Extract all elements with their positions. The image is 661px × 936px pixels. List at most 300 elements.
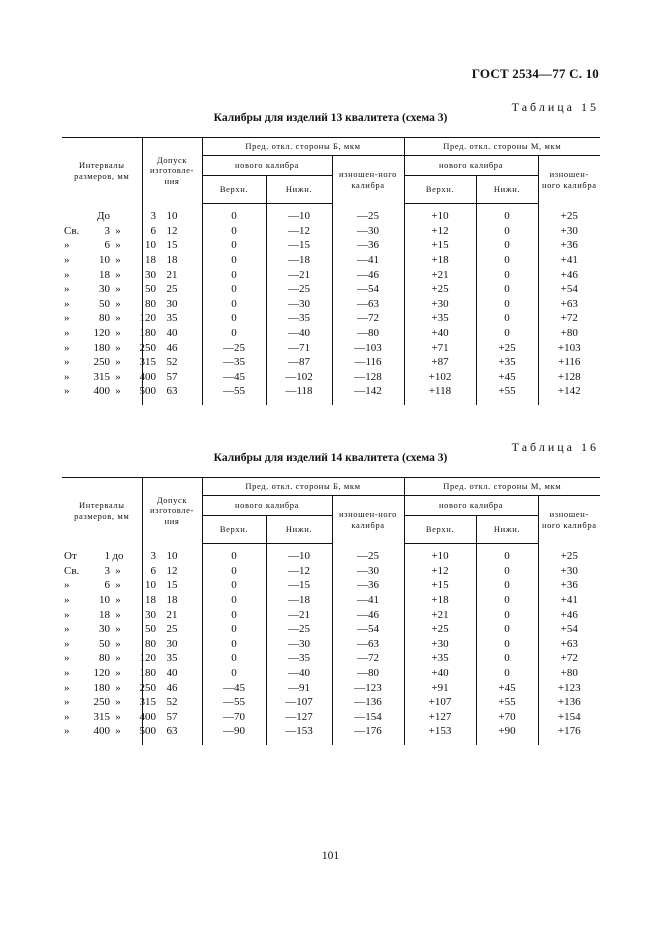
b-worn-cell: —123 (332, 680, 404, 695)
tolerance-cell: 25 (142, 622, 202, 637)
interval-cell (62, 695, 156, 710)
tolerance-cell: 57 (142, 370, 202, 385)
interval-part: 30 (145, 608, 156, 621)
m-upper-cell: +102 (404, 370, 476, 385)
interval-cell (62, 544, 156, 564)
b-upper-cell: 0 (202, 282, 266, 297)
table-body (62, 544, 600, 745)
b-lower-cell: —15 (266, 578, 332, 593)
interval-part: 80 (99, 312, 110, 325)
interval-part: Св. (64, 224, 80, 237)
interval-part: До (96, 210, 110, 223)
gauge-table (62, 477, 600, 745)
interval-part: » (64, 385, 70, 398)
tolerance-cell: 18 (142, 593, 202, 608)
b-lower-cell: —10 (266, 544, 332, 564)
m-worn-cell: +63 (538, 297, 600, 312)
table-number: Таблица 16 (511, 440, 599, 454)
b-worn-cell: —176 (332, 724, 404, 745)
b-lower-cell: —12 (266, 564, 332, 579)
interval-part: 6 (150, 224, 156, 237)
b-worn-cell: —63 (332, 637, 404, 652)
interval-part: 180 (139, 327, 156, 340)
interval-part: 10 (145, 239, 156, 252)
interval-part: » (115, 312, 121, 325)
b-upper-cell: —55 (202, 384, 266, 405)
tolerance-cell: 21 (142, 267, 202, 282)
tolerance-cell: 35 (142, 651, 202, 666)
header-side-b: Пред. откл. стороны Б, мкм (202, 138, 404, 156)
header-upper-m: Верхн. (404, 176, 476, 204)
b-lower-cell: —91 (266, 680, 332, 695)
interval-part: 250 (93, 696, 110, 709)
interval-part: » (115, 370, 121, 383)
b-upper-cell: 0 (202, 593, 266, 608)
interval-part: 250 (139, 341, 156, 354)
interval-part: 18 (99, 268, 110, 281)
m-lower-cell: 0 (476, 593, 538, 608)
interval-part: 80 (145, 297, 156, 310)
table-title: Калибры для изделий 14 квалитета (схема 3) (213, 452, 448, 464)
tolerance-cell: 15 (142, 578, 202, 593)
m-worn-cell: +128 (538, 370, 600, 385)
interval-part: 400 (93, 725, 110, 738)
table-row (62, 267, 600, 282)
header-side-b: Пред. откл. стороны Б, мкм (202, 478, 404, 496)
m-upper-cell: +107 (404, 695, 476, 710)
b-upper-cell: —45 (202, 680, 266, 695)
interval-part: 50 (145, 283, 156, 296)
interval-part: 50 (99, 637, 110, 650)
header-interval: Интервалы размеров, мм (62, 478, 142, 544)
m-lower-cell: +45 (476, 680, 538, 695)
interval-part: » (115, 608, 121, 621)
b-lower-cell: —127 (266, 710, 332, 725)
m-lower-cell: +45 (476, 370, 538, 385)
interval-part: 315 (93, 370, 110, 383)
m-lower-cell: 0 (476, 311, 538, 326)
interval-cell (62, 622, 156, 637)
interval-part: 400 (93, 385, 110, 398)
header-tolerance: Допуск изготовле-ния (142, 478, 202, 544)
tolerance-cell: 15 (142, 238, 202, 253)
interval-part: » (64, 239, 70, 252)
b-lower-cell: —118 (266, 384, 332, 405)
m-lower-cell: 0 (476, 267, 538, 282)
b-lower-cell: —153 (266, 724, 332, 745)
b-worn-cell: —63 (332, 297, 404, 312)
b-lower-cell: —87 (266, 355, 332, 370)
interval-part: » (115, 681, 121, 694)
interval-cell (62, 224, 156, 239)
interval-part: 120 (93, 327, 110, 340)
interval-part: » (64, 594, 70, 607)
table-row (62, 311, 600, 326)
m-lower-cell: 0 (476, 564, 538, 579)
table-row (62, 340, 600, 355)
interval-part: 500 (139, 725, 156, 738)
interval-part: » (64, 297, 70, 310)
m-worn-cell: +154 (538, 710, 600, 725)
b-lower-cell: —21 (266, 607, 332, 622)
b-lower-cell: —21 (266, 267, 332, 282)
m-upper-cell: +15 (404, 578, 476, 593)
m-worn-cell: +176 (538, 724, 600, 745)
m-worn-cell: +25 (538, 544, 600, 564)
m-lower-cell: 0 (476, 651, 538, 666)
b-lower-cell: —12 (266, 224, 332, 239)
interval-part: 6 (104, 239, 110, 252)
m-worn-cell: +123 (538, 680, 600, 695)
interval-part: 120 (139, 652, 156, 665)
interval-part: 6 (150, 564, 156, 577)
m-worn-cell: +80 (538, 326, 600, 341)
m-upper-cell: +18 (404, 253, 476, 268)
b-worn-cell: —80 (332, 326, 404, 341)
interval-cell (62, 724, 156, 745)
tolerance-cell: 63 (142, 384, 202, 405)
m-lower-cell: 0 (476, 326, 538, 341)
interval-part: 180 (139, 667, 156, 680)
table-row (62, 224, 600, 239)
m-lower-cell: +55 (476, 384, 538, 405)
b-upper-cell: 0 (202, 607, 266, 622)
interval-part: » (64, 667, 70, 680)
b-upper-cell: —35 (202, 355, 266, 370)
interval-part: » (64, 710, 70, 723)
m-upper-cell: +40 (404, 326, 476, 341)
b-worn-cell: —142 (332, 384, 404, 405)
table-row (62, 253, 600, 268)
header-new-gauge-b: нового калибра (202, 156, 332, 176)
tolerance-cell: 63 (142, 724, 202, 745)
m-lower-cell: 0 (476, 224, 538, 239)
interval-part: 10 (99, 594, 110, 607)
b-lower-cell: —107 (266, 695, 332, 710)
interval-part: 30 (99, 623, 110, 636)
header-tolerance: Допуск изготовле-ния (142, 138, 202, 204)
b-upper-cell: 0 (202, 544, 266, 564)
m-upper-cell: +71 (404, 340, 476, 355)
interval-part: » (64, 327, 70, 340)
b-worn-cell: —46 (332, 267, 404, 282)
header-lower-b: Нижн. (266, 516, 332, 544)
m-lower-cell: 0 (476, 578, 538, 593)
b-worn-cell: —30 (332, 224, 404, 239)
m-worn-cell: +54 (538, 622, 600, 637)
m-upper-cell: +18 (404, 593, 476, 608)
table-row (62, 384, 600, 405)
interval-part: » (115, 667, 121, 680)
m-lower-cell: 0 (476, 253, 538, 268)
m-worn-cell: +142 (538, 384, 600, 405)
table-title: Калибры для изделий 13 квалитета (схема 3) (213, 112, 448, 124)
m-lower-cell: +25 (476, 340, 538, 355)
tolerance-cell: 35 (142, 311, 202, 326)
m-lower-cell: 0 (476, 238, 538, 253)
b-lower-cell: —15 (266, 238, 332, 253)
b-upper-cell: 0 (202, 622, 266, 637)
table-number: Таблица 15 (511, 100, 599, 114)
header-side-m: Пред. откл. стороны М, мкм (404, 478, 600, 496)
tolerance-cell: 30 (142, 297, 202, 312)
b-worn-cell: —41 (332, 593, 404, 608)
interval-cell (62, 340, 156, 355)
interval-part: » (64, 608, 70, 621)
b-lower-cell: —30 (266, 637, 332, 652)
m-worn-cell: +80 (538, 666, 600, 681)
b-upper-cell: —25 (202, 340, 266, 355)
interval-part: » (64, 356, 70, 369)
table-row (62, 326, 600, 341)
b-upper-cell: 0 (202, 564, 266, 579)
interval-part: » (115, 564, 121, 577)
b-upper-cell: 0 (202, 311, 266, 326)
tolerance-cell: 30 (142, 637, 202, 652)
b-worn-cell: —80 (332, 666, 404, 681)
m-upper-cell: +30 (404, 297, 476, 312)
m-upper-cell: +35 (404, 311, 476, 326)
m-worn-cell: +36 (538, 238, 600, 253)
m-lower-cell: 0 (476, 666, 538, 681)
table-row (62, 238, 600, 253)
interval-part: 1 (104, 550, 110, 563)
interval-cell (62, 680, 156, 695)
interval-cell (62, 204, 156, 224)
b-worn-cell: —128 (332, 370, 404, 385)
b-upper-cell: 0 (202, 637, 266, 652)
b-lower-cell: —25 (266, 282, 332, 297)
m-worn-cell: +30 (538, 564, 600, 579)
tolerance-cell: 10 (142, 544, 202, 564)
header-upper-m: Верхн. (404, 516, 476, 544)
interval-part: » (115, 297, 121, 310)
tolerance-cell: 40 (142, 326, 202, 341)
interval-part: » (115, 652, 121, 665)
table-row (62, 710, 600, 725)
interval-part: 6 (104, 579, 110, 592)
interval-cell (62, 607, 156, 622)
b-lower-cell: —25 (266, 622, 332, 637)
m-lower-cell: 0 (476, 282, 538, 297)
interval-part: » (115, 696, 121, 709)
interval-part: 30 (99, 283, 110, 296)
interval-part: » (64, 341, 70, 354)
header-worn-gauge-b: изношен-ного калибра (332, 496, 404, 544)
interval-part: 30 (145, 268, 156, 281)
interval-part: » (115, 356, 121, 369)
header-worn-gauge-b: изношен-ного калибра (332, 156, 404, 204)
interval-part: » (115, 254, 121, 267)
m-lower-cell: 0 (476, 297, 538, 312)
table-row (62, 564, 600, 579)
interval-cell (62, 578, 156, 593)
m-upper-cell: +40 (404, 666, 476, 681)
interval-cell (62, 710, 156, 725)
interval-part: » (115, 710, 121, 723)
table-row (62, 695, 600, 710)
header-upper-b: Верхн. (202, 516, 266, 544)
interval-part: 180 (93, 341, 110, 354)
interval-part: 500 (139, 385, 156, 398)
tolerance-cell: 18 (142, 253, 202, 268)
m-lower-cell: +35 (476, 355, 538, 370)
interval-part: » (64, 681, 70, 694)
table-row (62, 607, 600, 622)
b-upper-cell: 0 (202, 204, 266, 224)
interval-part: 400 (139, 710, 156, 723)
b-worn-cell: —36 (332, 578, 404, 593)
table-row (62, 651, 600, 666)
table-row (62, 666, 600, 681)
page-header: ГОСТ 2534—77 С. 10 (471, 66, 599, 81)
interval-part: » (64, 652, 70, 665)
interval-part: 80 (145, 637, 156, 650)
interval-part: » (115, 341, 121, 354)
b-worn-cell: —72 (332, 651, 404, 666)
table-row (62, 282, 600, 297)
table-row (62, 622, 600, 637)
tolerance-cell: 12 (142, 564, 202, 579)
b-lower-cell: —40 (266, 326, 332, 341)
b-upper-cell: —90 (202, 724, 266, 745)
table-row (62, 680, 600, 695)
table-row (62, 578, 600, 593)
interval-part: » (115, 268, 121, 281)
interval-part: » (64, 579, 70, 592)
b-upper-cell: 0 (202, 651, 266, 666)
interval-cell (62, 355, 156, 370)
m-upper-cell: +21 (404, 267, 476, 282)
interval-cell (62, 238, 156, 253)
m-worn-cell: +116 (538, 355, 600, 370)
header-side-m: Пред. откл. стороны М, мкм (404, 138, 600, 156)
b-upper-cell: —45 (202, 370, 266, 385)
interval-cell (62, 637, 156, 652)
tolerance-cell: 52 (142, 355, 202, 370)
interval-cell (62, 593, 156, 608)
interval-part: » (64, 637, 70, 650)
header-worn-gauge-m: изношен-ного калибра (538, 496, 600, 544)
interval-part: 120 (93, 667, 110, 680)
m-upper-cell: +12 (404, 224, 476, 239)
header-upper-b: Верхн. (202, 176, 266, 204)
m-worn-cell: +136 (538, 695, 600, 710)
interval-cell (62, 297, 156, 312)
b-worn-cell: —72 (332, 311, 404, 326)
interval-part: » (115, 637, 121, 650)
header-lower-m: Нижн. (476, 176, 538, 204)
m-upper-cell: +12 (404, 564, 476, 579)
b-upper-cell: 0 (202, 224, 266, 239)
m-worn-cell: +30 (538, 224, 600, 239)
interval-part: 10 (145, 579, 156, 592)
interval-part: » (64, 725, 70, 738)
interval-part: 315 (139, 356, 156, 369)
interval-part: 3 (150, 550, 156, 563)
header-new-gauge-b: нового калибра (202, 496, 332, 516)
b-worn-cell: —36 (332, 238, 404, 253)
b-worn-cell: —46 (332, 607, 404, 622)
b-worn-cell: —116 (332, 355, 404, 370)
m-upper-cell: +153 (404, 724, 476, 745)
b-lower-cell: —35 (266, 651, 332, 666)
interval-part: до (112, 550, 124, 563)
b-lower-cell: —18 (266, 593, 332, 608)
m-lower-cell: +90 (476, 724, 538, 745)
b-worn-cell: —25 (332, 544, 404, 564)
b-worn-cell: —54 (332, 282, 404, 297)
interval-part: 3 (104, 564, 110, 577)
table-row (62, 637, 600, 652)
interval-cell (62, 311, 156, 326)
interval-cell (62, 651, 156, 666)
b-upper-cell: —55 (202, 695, 266, 710)
table-row (62, 724, 600, 745)
interval-part: » (64, 254, 70, 267)
b-worn-cell: —136 (332, 695, 404, 710)
b-upper-cell: 0 (202, 326, 266, 341)
m-worn-cell: +63 (538, 637, 600, 652)
m-upper-cell: +30 (404, 637, 476, 652)
m-upper-cell: +35 (404, 651, 476, 666)
tolerance-cell: 21 (142, 607, 202, 622)
b-lower-cell: —40 (266, 666, 332, 681)
m-worn-cell: +72 (538, 651, 600, 666)
b-lower-cell: —10 (266, 204, 332, 224)
tolerance-cell: 40 (142, 666, 202, 681)
table-row (62, 204, 600, 224)
interval-cell (62, 666, 156, 681)
b-upper-cell: 0 (202, 238, 266, 253)
table-row (62, 370, 600, 385)
interval-part: 10 (99, 254, 110, 267)
m-worn-cell: +25 (538, 204, 600, 224)
interval-part: » (115, 327, 121, 340)
m-worn-cell: +41 (538, 593, 600, 608)
interval-part: 80 (99, 652, 110, 665)
interval-part: » (64, 696, 70, 709)
interval-part: 50 (145, 623, 156, 636)
header-new-gauge-m: нового калибра (404, 156, 538, 176)
gauge-table (62, 137, 600, 405)
tolerance-cell: 52 (142, 695, 202, 710)
table-row (62, 297, 600, 312)
b-upper-cell: 0 (202, 267, 266, 282)
interval-part: 3 (104, 224, 110, 237)
interval-part: » (64, 283, 70, 296)
m-worn-cell: +41 (538, 253, 600, 268)
interval-cell (62, 326, 156, 341)
b-upper-cell: —70 (202, 710, 266, 725)
interval-part: » (64, 312, 70, 325)
b-upper-cell: 0 (202, 253, 266, 268)
tolerance-cell: 25 (142, 282, 202, 297)
b-lower-cell: —102 (266, 370, 332, 385)
interval-part: » (115, 725, 121, 738)
b-lower-cell: —18 (266, 253, 332, 268)
interval-part: 315 (93, 710, 110, 723)
m-worn-cell: +46 (538, 607, 600, 622)
tolerance-cell: 57 (142, 710, 202, 725)
m-upper-cell: +21 (404, 607, 476, 622)
m-upper-cell: +10 (404, 204, 476, 224)
m-lower-cell: +70 (476, 710, 538, 725)
m-upper-cell: +87 (404, 355, 476, 370)
m-worn-cell: +54 (538, 282, 600, 297)
interval-part: » (115, 579, 121, 592)
table-body (62, 204, 600, 405)
